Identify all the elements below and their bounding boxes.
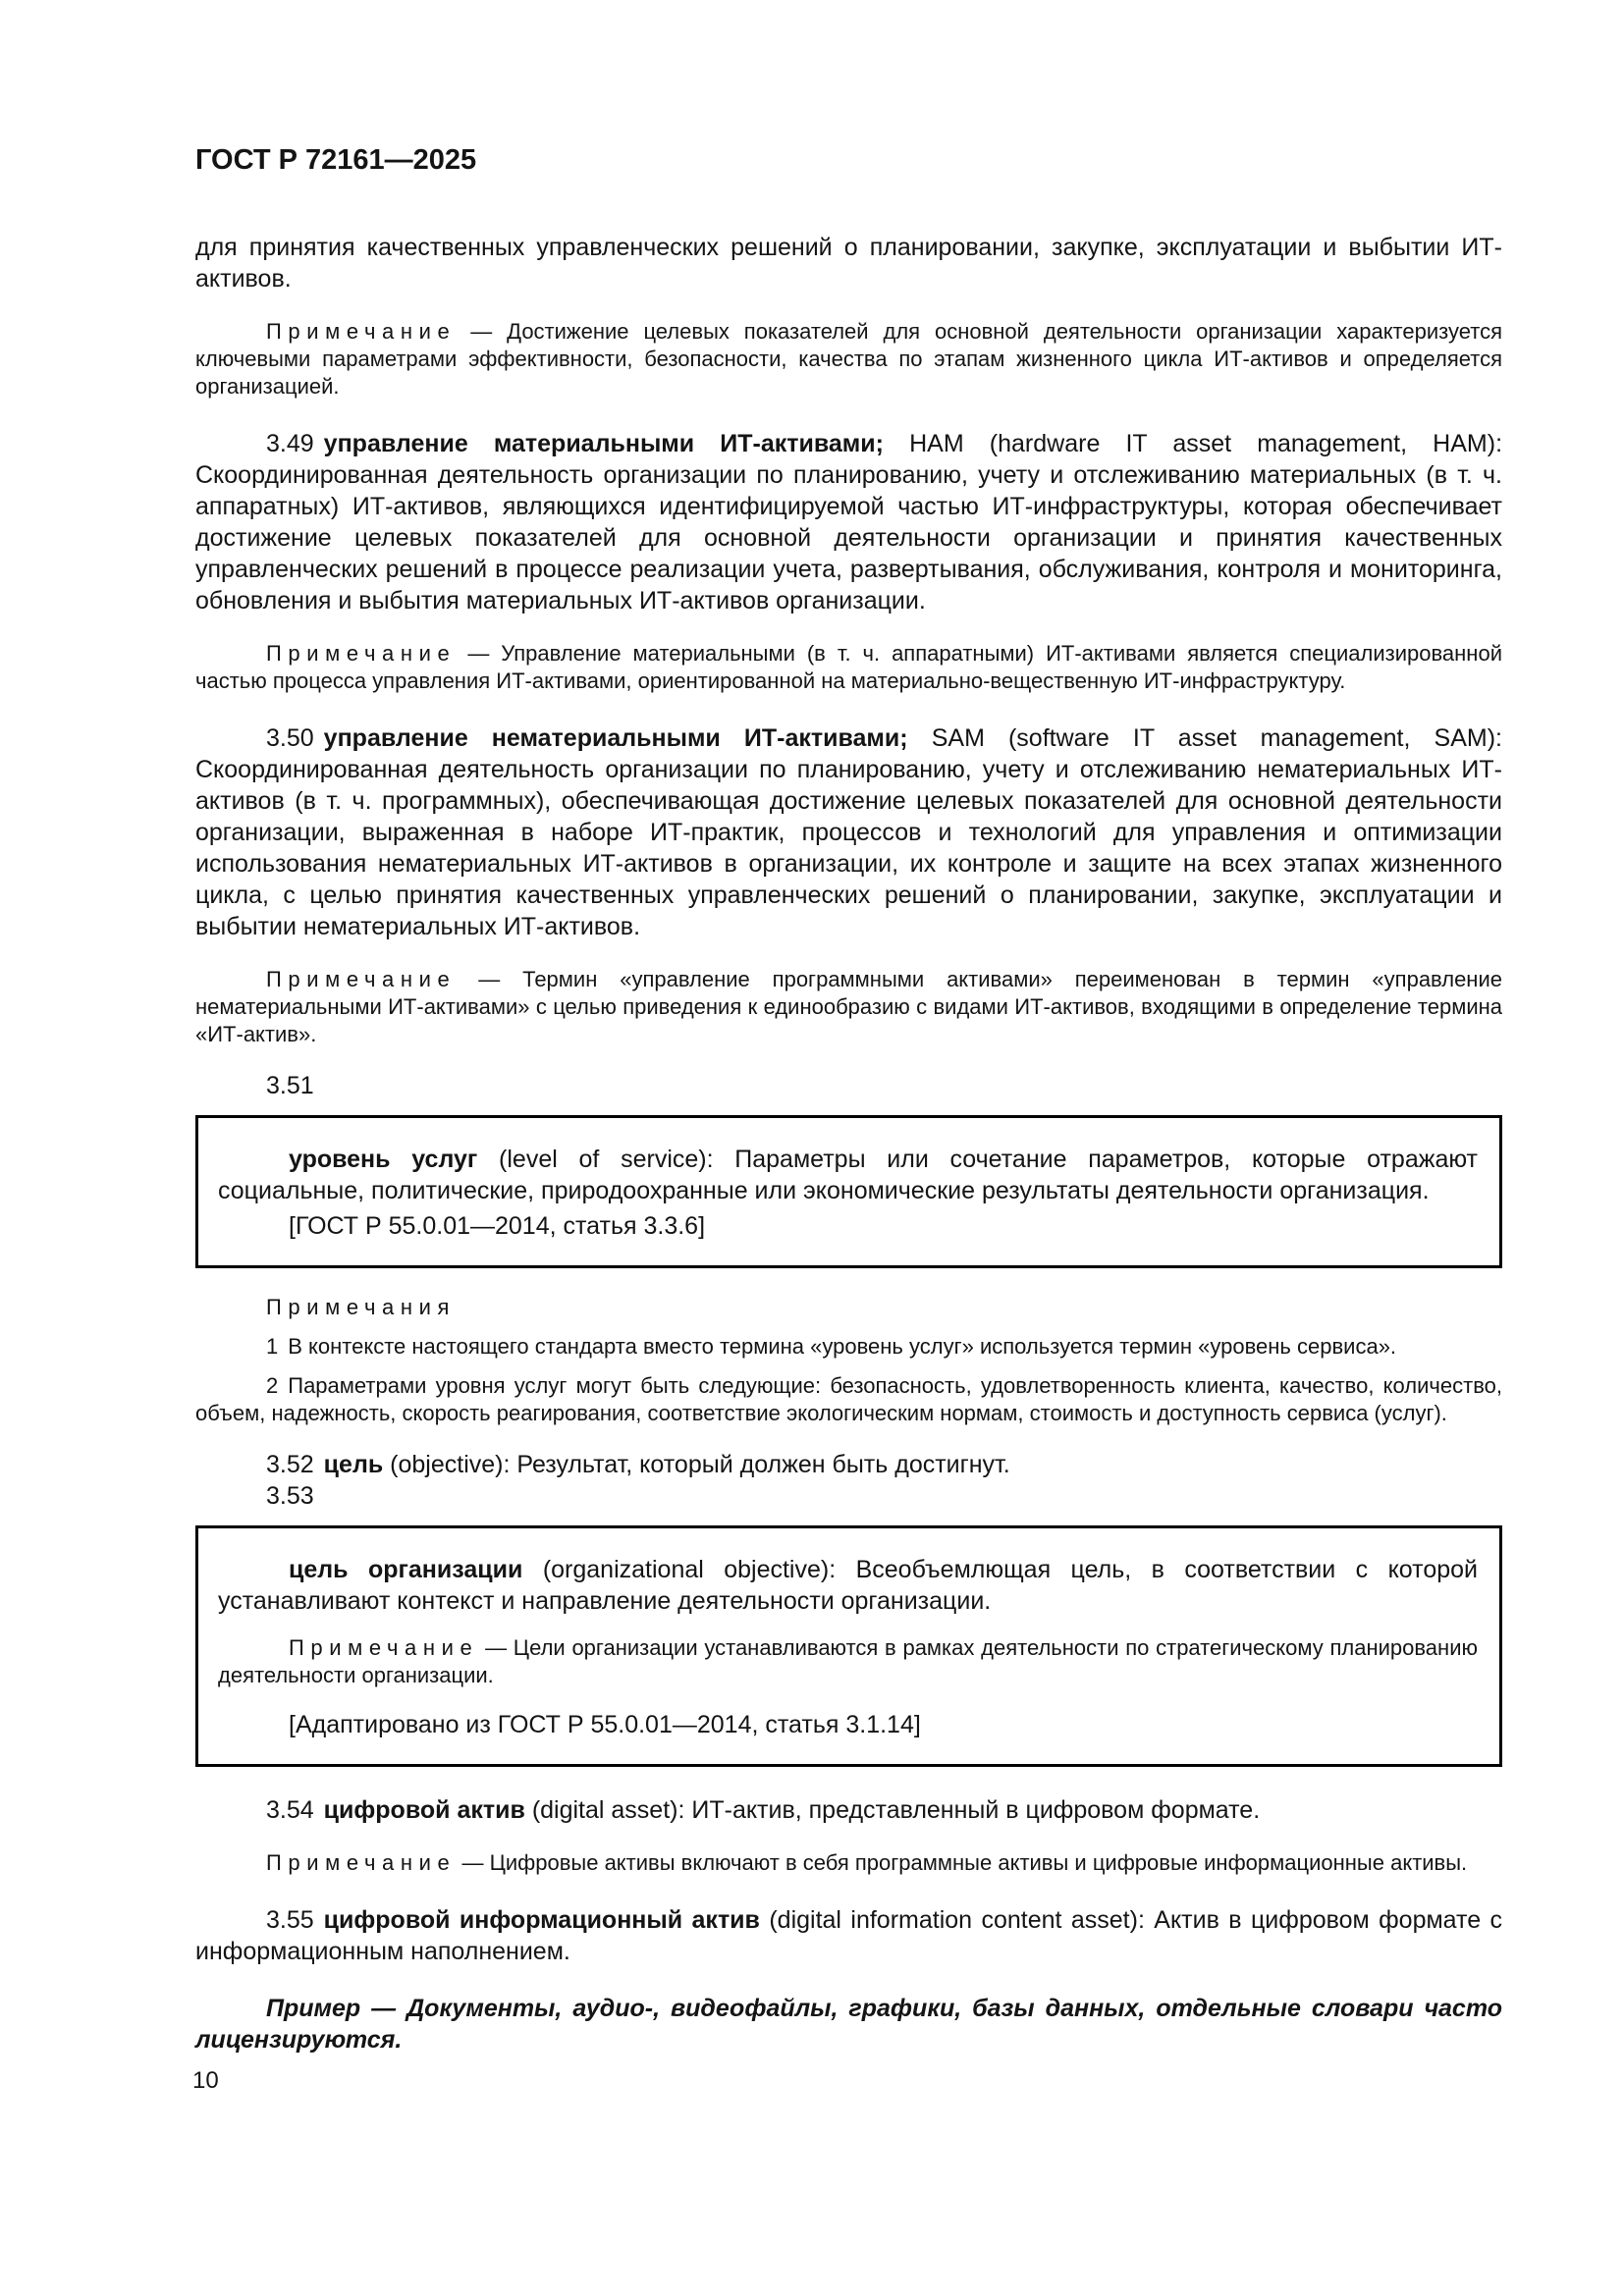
definition-box-3-53 — [195, 1525, 1502, 1767]
note-text: — Управление материальными (в т. ч. аппаратными) ИТ-активами является специализированной частью процесса управления ИТ-активами, ориентированной на материально-вещественную ИТ-инфраструктуру. — [195, 641, 1502, 693]
term-number: 3.49 — [266, 430, 314, 457]
example-text: — Документы, аудио-, видеофайлы, графики, базы данных, отдельные словари часто лицензируются. — [195, 1995, 1502, 2054]
document-header: ГОСТ Р 72161—2025 — [195, 144, 477, 176]
note-intro — [195, 318, 1502, 400]
box-term-name: цель организации — [289, 1556, 523, 1583]
term-paragraph-3-54 — [195, 1794, 1502, 1826]
page-number: 10 — [192, 2067, 219, 2094]
term-definition: (digital information content asset): Актив в цифровом формате с информационным наполнением. — [195, 1906, 1503, 1965]
note-text: — Цели организации устанавливаются в рамках деятельности по стратегическому планированию деятельности организации. — [218, 1635, 1478, 1687]
box-source-reference: [ГОСТ Р 55.0.01—2014, статья 3.3.6] — [289, 1212, 706, 1240]
note-text: В контексте настоящего стандарта вместо термина «уровень услуг» используется термин «уровень сервиса». — [288, 1334, 1397, 1359]
term-number: 3.52 — [266, 1451, 314, 1478]
term-paragraph-3-55 — [195, 1904, 1502, 1967]
example-paragraph — [195, 1993, 1502, 2056]
term-name: цель — [323, 1451, 384, 1478]
box-note — [218, 1634, 1478, 1689]
note-item-number: 2 — [266, 1373, 279, 1398]
term-definition: (digital asset): ИТ-актив, представленный в цифровом формате. — [531, 1796, 1261, 1824]
term-definition: SAM (software IT asset management, SAM): Скоординированная деятельность организации по планированию, учету и отслеживанию нематериальных ИТ-активов (в т. ч. программных), обеспечивающая достижение целевых показателей для основной деятельности организации, выраженная в наборе ИТ-практик, процессов и технологий для управления и оптимизации использования нематериальных ИТ-активов в организации, их контроле и защите на всех этапах жизненного цикла, с целью принятия качественных управленческих решений о планировании, закупке, эксплуатации и выбытии нематериальных ИТ-активов. — [195, 724, 1502, 940]
term-name: управление материальными ИТ-активами; — [323, 430, 884, 457]
term-number: 3.55 — [266, 1906, 314, 1934]
note-3-50 — [195, 966, 1502, 1048]
term-definition: (objective): Результат, который должен быть достигнут. — [390, 1451, 1010, 1478]
box-term-paragraph — [218, 1144, 1478, 1206]
note-label: Примечание — [289, 1635, 479, 1660]
note-text: — Цифровые активы включают в себя программные активы и цифровые информационные активы. — [461, 1850, 1468, 1875]
box-term-paragraph — [218, 1554, 1478, 1617]
term-paragraph-3-50 — [195, 722, 1502, 942]
term-number-3-51: 3.51 — [266, 1072, 314, 1099]
term-definition: HAM (hardware IT asset management, HAM): Скоординированная деятельность организации по планированию, учету и отслеживанию материальных (в т. ч. аппаратных) ИТ-активов, являющихся идентифицируемой частью ИТ-инфраструктуры, которая обеспечивает достижение целевых показателей для основной деятельности организации и принятия качественных управленческих решений в процессе реализации учета, развертывания, обслуживания, контроля и мониторинга, обновления и выбытия материальных ИТ-активов организации. — [195, 430, 1503, 614]
box-term-name: уровень услуг — [289, 1146, 478, 1173]
term-name: цифровой информационный актив — [323, 1906, 760, 1934]
box-term-definition: (level of service): Параметры или сочетание параметров, которые отражают социальные, политические, природоохранные или экономические результаты деятельности организация. — [218, 1146, 1478, 1204]
term-paragraph-3-52 — [195, 1449, 1502, 1480]
note-item-number: 1 — [266, 1334, 279, 1359]
notes-heading: Примечания — [266, 1295, 457, 1319]
note-3-49 — [195, 640, 1502, 695]
box-source-reference: [Адаптировано из ГОСТ Р 55.0.01—2014, статья 3.1.14] — [289, 1711, 921, 1738]
term-number-3-53: 3.53 — [266, 1482, 314, 1510]
note-label: Примечание — [266, 967, 457, 991]
note-text: Параметрами уровня услуг могут быть следующие: безопасность, удовлетворенность клиента, качество, количество, объем, надежность, скорость реагирования, соответствие экологическим нормам, стоимость и доступность сервиса (услуг). — [195, 1373, 1502, 1425]
box-term-definition: (organizational objective): Всеобъемлющая цель, в соответствии с которой устанавливают контекст и направление деятельности организации. — [218, 1556, 1478, 1615]
note-item-1 — [195, 1333, 1502, 1361]
note-label: Примечание — [266, 641, 457, 666]
note-label: Примечание — [266, 1850, 457, 1875]
continuation-paragraph: для принятия качественных управленческих решений о планировании, закупке, эксплуатации и выбытии ИТ-активов. — [195, 234, 1502, 293]
term-number: 3.50 — [266, 724, 314, 752]
note-text: — Термин «управление программными активами» переименован в термин «управление нематериальными ИТ-активами» с целью приведения к единообразию с видами ИТ-активов, входящими в определение термина «ИТ-актив». — [195, 967, 1502, 1046]
note-text: — Достижение целевых показателей для основной деятельности организации характеризуется ключевыми параметрами эффективности, безопасности, качества по этапам жизненного цикла ИТ-активов и определяется организацией. — [195, 319, 1502, 399]
note-item-2 — [195, 1372, 1502, 1427]
term-name: управление нематериальными ИТ-активами; — [323, 724, 908, 752]
term-paragraph-3-49 — [195, 428, 1502, 616]
note-3-54 — [195, 1849, 1502, 1877]
example-label: Пример — [266, 1995, 361, 2022]
term-name: цифровой актив — [323, 1796, 525, 1824]
definition-box-3-51 — [195, 1115, 1502, 1268]
note-label: Примечание — [266, 319, 457, 344]
term-number: 3.54 — [266, 1796, 314, 1824]
